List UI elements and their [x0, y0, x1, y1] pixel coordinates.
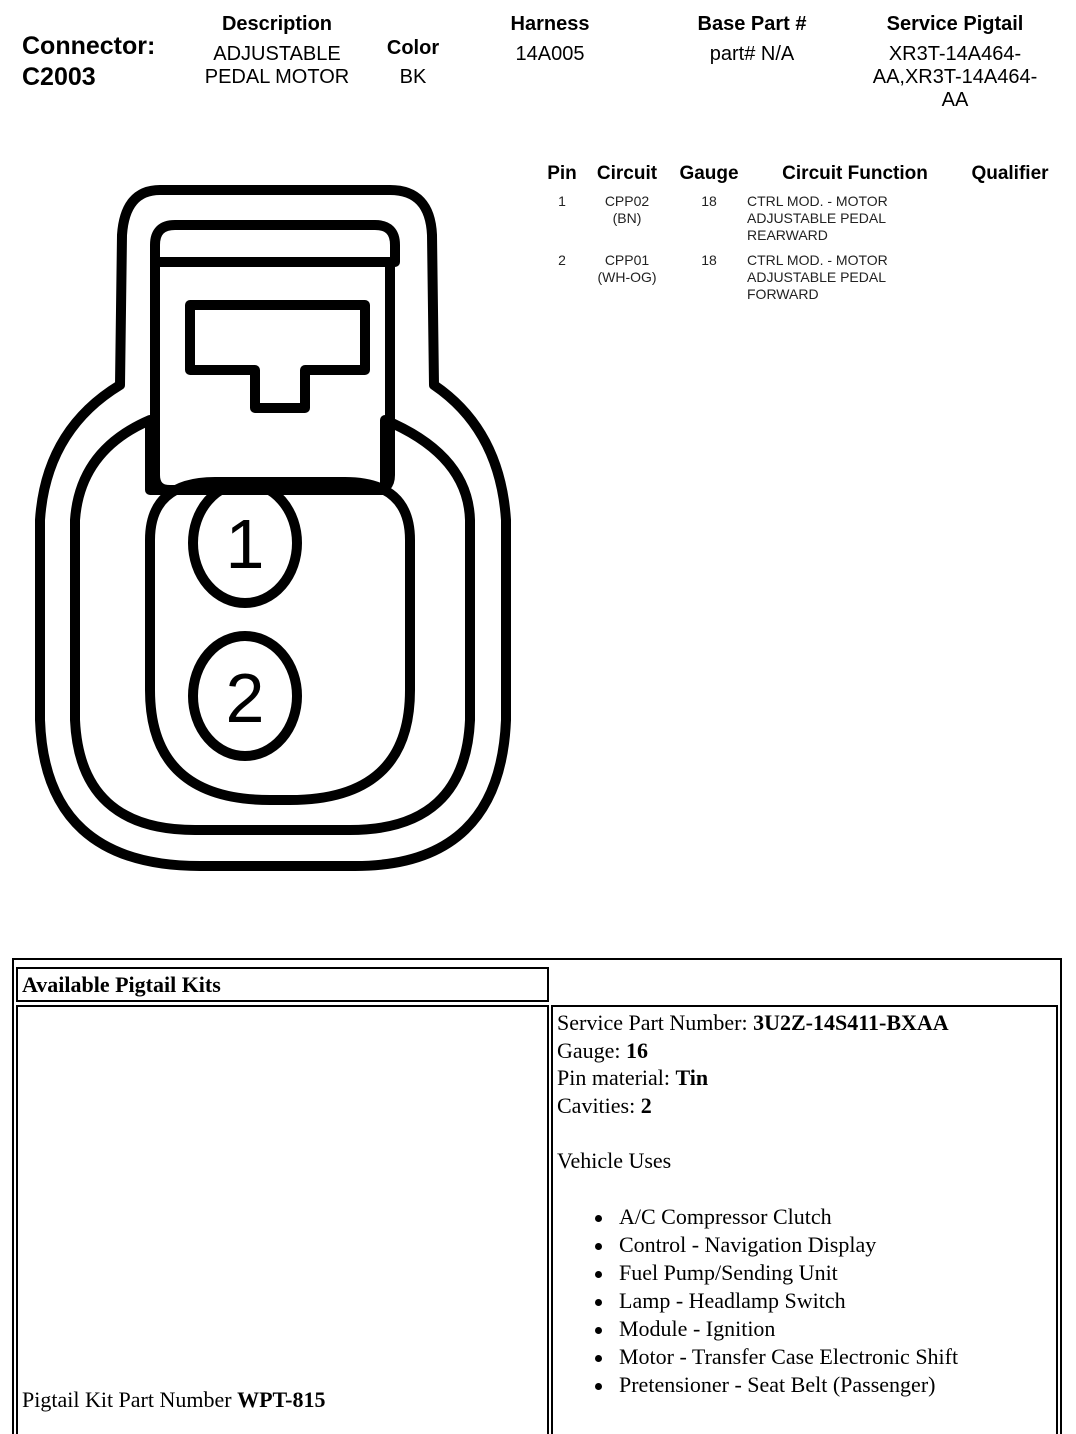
circuit-column-header: Circuit [596, 163, 658, 184]
pin-column-header: Pin [547, 163, 577, 184]
circuit-cell [587, 252, 667, 286]
service-pigtail-heading: Service Pigtail [886, 13, 1024, 35]
pigtail-kit-part [22, 1387, 326, 1413]
connector-face-diagram [0, 150, 540, 890]
pin-2-label: 2 [225, 659, 265, 737]
connector-label: Connector: [22, 32, 156, 60]
pin-cavity-housing [150, 482, 410, 800]
pigtail-details [557, 1009, 1052, 1399]
pigtail-kit-cell [16, 1005, 549, 1434]
connector-title [22, 31, 155, 93]
function-line: FORWARD [747, 286, 819, 302]
bullet-icon [595, 1271, 602, 1278]
circuit-line: (BN) [612, 210, 642, 226]
gauge-value: 16 [626, 1037, 649, 1063]
kit-part-number: WPT-815 [237, 1387, 326, 1412]
circuit-line: CPP01 [604, 252, 650, 268]
circuit-line: (WH-OG) [597, 269, 657, 285]
vehicle-uses-list [557, 1203, 1052, 1399]
pin-material-label: Pin material: [557, 1065, 676, 1090]
spacer [557, 1119, 1052, 1147]
service-pigtail-line: AA,XR3T-14A464- [872, 66, 1038, 88]
vehicle-uses-label: Vehicle Uses [557, 1148, 672, 1173]
pin-cell: 1 [558, 193, 566, 209]
list-item [557, 1203, 1052, 1231]
gauge-column-header: Gauge [679, 163, 739, 184]
list-item [557, 1259, 1052, 1287]
function-line: CTRL MOD. - MOTOR [747, 193, 888, 209]
pin-1-label: 1 [225, 505, 265, 583]
cavities-value: 2 [640, 1092, 652, 1118]
list-item-text: Module - Ignition [619, 1315, 776, 1341]
gauge-row [557, 1037, 1052, 1065]
list-item [557, 1343, 1052, 1371]
service-part-value: 3U2Z-14S411-BXAA [753, 1010, 949, 1035]
list-item [557, 1287, 1052, 1315]
cavities-label: Cavities: [557, 1092, 641, 1118]
connector-id: C2003 [22, 63, 96, 91]
service-pigtail-value [855, 43, 1055, 112]
list-item-text: Lamp - Headlamp Switch [619, 1287, 846, 1313]
bullet-icon [595, 1383, 602, 1390]
pigtail-title: Available Pigtail Kits [22, 972, 221, 997]
circuit-function-column-header: Circuit Function [782, 163, 928, 184]
description-heading: Description [221, 13, 333, 35]
bullet-icon [595, 1215, 602, 1222]
color-heading: Color [386, 37, 440, 59]
bullet-icon [595, 1327, 602, 1334]
base-part-value: part# N/A [709, 43, 795, 65]
pin-material-row [557, 1064, 1052, 1092]
function-line: CTRL MOD. - MOTOR [747, 252, 888, 268]
function-cell [747, 252, 947, 303]
cavities-row [557, 1092, 1052, 1120]
color-value: BK [399, 66, 427, 88]
description-line: PEDAL MOTOR [204, 66, 350, 88]
circuit-cell [587, 193, 667, 227]
service-pigtail-line: AA [941, 89, 969, 111]
function-cell [747, 193, 947, 244]
latch-key [190, 305, 365, 408]
list-item [557, 1231, 1052, 1259]
pin-cell: 2 [558, 252, 566, 268]
list-item-text: Fuel Pump/Sending Unit [619, 1259, 838, 1285]
description-line: ADJUSTABLE [213, 43, 341, 65]
service-pigtail-line: XR3T-14A464- [888, 43, 1022, 65]
service-part-row [557, 1009, 1052, 1037]
harness-heading: Harness [510, 13, 590, 35]
bullet-icon [595, 1299, 602, 1306]
service-part-label: Service Part Number: [557, 1010, 754, 1035]
qualifier-column-header: Qualifier [971, 163, 1049, 184]
list-item-text: Control - Navigation Display [619, 1231, 877, 1257]
list-item [557, 1371, 1052, 1399]
pigtail-details-cell [551, 1005, 1058, 1434]
list-item-text: Motor - Transfer Case Electronic Shift [619, 1343, 959, 1369]
description-value [177, 43, 377, 89]
function-line: ADJUSTABLE PEDAL [747, 269, 887, 285]
gauge-label: Gauge: [557, 1037, 627, 1063]
harness-value: 14A005 [515, 43, 585, 65]
bullet-icon [595, 1243, 602, 1250]
pin-material-value: Tin [675, 1065, 709, 1090]
gauge-cell: 18 [701, 252, 717, 268]
connector-latch [155, 262, 390, 490]
connector-latch-top [155, 225, 395, 262]
kit-part-label: Pigtail Kit Part Number [22, 1387, 238, 1412]
gauge-cell: 18 [701, 193, 717, 209]
bullet-icon [595, 1355, 602, 1362]
function-line: ADJUSTABLE PEDAL [747, 210, 887, 226]
spacer [557, 1175, 1052, 1203]
pigtail-title-cell [16, 967, 549, 1002]
connector-outer-shell [40, 190, 506, 866]
function-line: REARWARD [747, 227, 828, 243]
circuit-line: CPP02 [604, 193, 650, 209]
list-item [557, 1315, 1052, 1343]
list-item-text: Pretensioner - Seat Belt (Passenger) [619, 1371, 936, 1397]
list-item-text: A/C Compressor Clutch [619, 1203, 832, 1229]
base-part-heading: Base Part # [697, 13, 807, 35]
